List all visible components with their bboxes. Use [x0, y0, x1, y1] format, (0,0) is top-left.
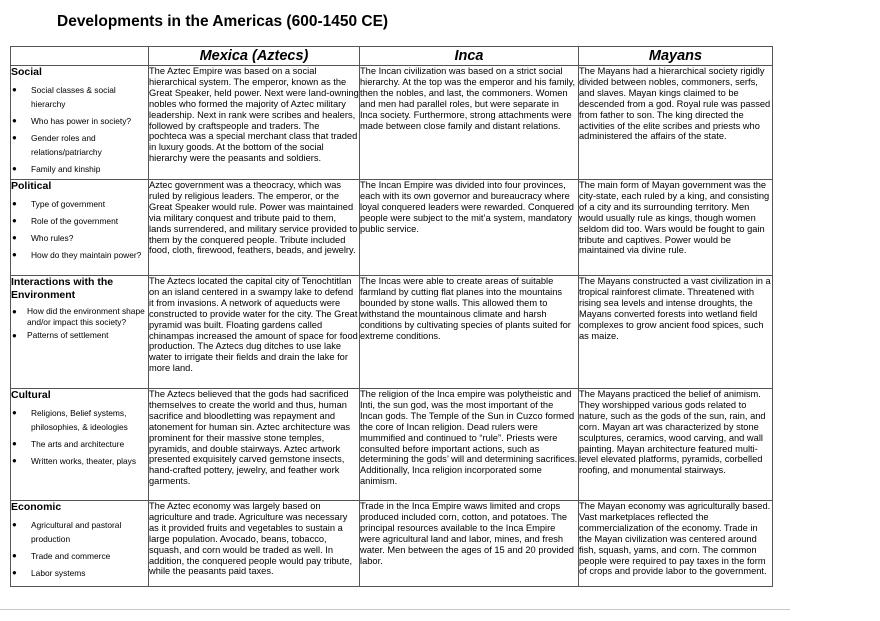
- category-bullet: ● Who rules?: [11, 231, 148, 245]
- category-bullet: ● Social classes & social hierarchy: [11, 83, 148, 111]
- cell-aztec-social: [149, 66, 360, 180]
- cell-text: The Incan Empire was divided into four provinces, each with its own governor and bureaucracy where loyal conquered leaders were rewarded. Conquered people were subject to the mit’a system, mandatory public service.: [360, 180, 574, 234]
- cell-maya-cultural: [579, 389, 773, 501]
- category-bullet: ● Gender roles and relations/patriarchy: [11, 131, 148, 159]
- cell-text: The Mayans had a hierarchical society rigidly divided between nobles, commoners, serfs, and slaves. Mayan kings claimed to be descended from a god. Royal rule was passed from father to son. The king directed the activities of the elite scribes and priests who administered the affairs of the state.: [579, 66, 771, 142]
- page-bottom-divider: [0, 609, 790, 610]
- cell-text: Aztec government was a theocracy, which was ruled by religious leaders. The emperor, or the Great Speaker would rule. Power was maintained via military conquest and tribute paid to them, lands surrendered, and military service provided to them by the conquered people. Tribute included food, cloth, firewood, feathers, beads, and jewelry.: [149, 180, 358, 256]
- cell-text: The religion of the Inca empire was polytheistic and Inti, the sun god, was the most important of the Incan gods. The Temple of the Sun in Cuzco formed the core of Incan religion. Dead rulers were mummified and continued to “rule”. Priests were consulted before important actions, such as determining the gods’ will and determining sacrifices. Additionally, Inca religion incorporated some animism.: [360, 389, 578, 487]
- cell-aztec-economic: [149, 501, 360, 587]
- cell-text: Trade in the Inca Empire waws limited and crops produced included corn, cotton, and potatoes. The principal resources available to the Inca Empire were agricultural land and labor, mines, and fresh water. Men between the ages of 15 and 20 provided labor.: [360, 501, 574, 566]
- cell-text: The Aztec Empire was based on a social hierarchical system. The emperor, known as the Great Speaker, held power. Next were land-owning nobles who formed the majority of Aztec military leadership. Next in rank were scribes and healers, followed by craftspeople and traders. The pochteca was a special merchant class that traded in luxury goods. At the bottom of the social hierarchy were the peasants and soldiers.: [149, 66, 359, 164]
- category-bullet: ● Trade and commerce: [11, 549, 148, 563]
- cell-text: The main form of Mayan government was the city-state, each ruled by a king, and consisting of a city and its surrounding territory. Men would usually rule as kings, though women seldom did too. Wars would be fought to gain tribute and captives. Power would be maintained via divine rule.: [579, 180, 770, 256]
- row-social: [11, 66, 773, 180]
- comparison-table: [10, 46, 773, 587]
- category-title: Social: [11, 66, 42, 78]
- cell-inca-cultural: [360, 389, 579, 501]
- category-bullet: ● Patterns of settlement: [11, 330, 148, 341]
- category-bullet: ● Who has power in society?: [11, 114, 148, 128]
- category-cell-political: [11, 180, 149, 276]
- row-economic: [11, 501, 773, 587]
- category-cell-environment: [11, 276, 149, 389]
- cell-inca-political: [360, 180, 579, 276]
- page-title: Developments in the Americas (600-1450 CE): [57, 13, 389, 30]
- category-bullet: ● Role of the government: [11, 214, 148, 228]
- category-title: Economic: [11, 501, 62, 513]
- cell-aztec-political: [149, 180, 360, 276]
- category-bullet: ● Type of government: [11, 197, 148, 211]
- cell-text: The Incas were able to create areas of suitable farmland by cutting flat planes into the mountains bounded by stone walls. This allowed them to withstand the mountainous climate and harsh conditions by cultivating species of plants suited for extreme conditions.: [360, 276, 571, 341]
- cell-maya-environment: [579, 276, 773, 389]
- cell-inca-economic: [360, 501, 579, 587]
- category-bullet: ● Family and kinship: [11, 162, 148, 176]
- category-title: Cultural: [11, 389, 51, 401]
- cell-maya-economic: [579, 501, 773, 587]
- category-bullet: ● How do they maintain power?: [11, 248, 148, 262]
- cell-text: The Aztecs located the capital city of Tenochtitlan on an island centered in a swampy lake to defend it from invasions. A network of aqueducts were constructed to provide water for the city. The Great pyramid was built. Floating gardens called chinampas increased the amount of space for food production. The Aztecs dug ditches to use lake water to irrigate their fields and drain the lake for more land.: [149, 276, 358, 374]
- category-cell-economic: [11, 501, 149, 587]
- category-title: Interactions with the Environment: [11, 276, 114, 301]
- category-bullet: ● Agricultural and pastoral production: [11, 518, 148, 546]
- cell-aztec-environment: [149, 276, 360, 389]
- cell-text: The Aztecs believed that the gods had sacrificed themselves to create the world and thus, human sacrifice and bloodletting was repayment and atonement for human sin. Aztec architecture was prominent for their massive stone temples, pyramids, and double stairways. Aztec artwork presented exquisitely carved gemstone insects, hand-crafted pottery, jewelry, and feather work garments.: [149, 389, 351, 487]
- row-environment: [11, 276, 773, 389]
- header-aztecs: Mexica (Aztecs): [149, 47, 360, 66]
- category-bullet: ● Written works, theater, plays: [11, 454, 148, 468]
- cell-text: The Mayans practiced the belief of animism. They worshipped various gods related to nature, such as the gods of the sun, rain, and corn. Mayan art was characterized by stone sculptures, ceramics, wood carving, and wall painting. Mayan architecture featured multi-level elevated platforms, pyramids, corbelled roofing, and monumental stairways.: [579, 389, 766, 476]
- header-inca: Inca: [360, 47, 579, 66]
- category-bullet: ● The arts and architecture: [11, 437, 148, 451]
- cell-text: The Mayan economy was agriculturally based. Vast marketplaces reflected the commercialization of the economy. Trade in the Mayan civilization was centered around fish, squash, yams, and corn. The common people were required to pay taxes in the form of crops and provide labor to the government.: [579, 501, 771, 577]
- category-bullet: ● How did the environment shape and/or impact this society?: [11, 306, 148, 328]
- cell-maya-social: [579, 66, 773, 180]
- header-mayans: Mayans: [579, 47, 773, 66]
- cell-maya-political: [579, 180, 773, 276]
- header-empty: [11, 47, 149, 66]
- cell-text: The Incan civilization was based on a strict social hierarchy. At the top was the emperor and his family, then the nobles, and last, the commoners. Women and men had parallel roles, but were separate in Inca society. Furthermore, strong attachments were made between close family and distant relations.: [360, 66, 576, 131]
- cell-inca-environment: [360, 276, 579, 389]
- cell-aztec-cultural: [149, 389, 360, 501]
- cell-inca-social: [360, 66, 579, 180]
- category-title: Political: [11, 180, 52, 192]
- header-row: [11, 47, 773, 66]
- cell-text: The Aztec economy was largely based on agriculture and trade. Agriculture was necessary as it provided fruits and vegetables to sustain a large population. Avocado, beans, tobacco, squash, and corn would be traded as well. In addition, the conquered people would pay tribute, while the peasants paid taxes.: [149, 501, 353, 577]
- category-cell-social: [11, 66, 149, 180]
- cell-text: The Mayans constructed a vast civilization in a tropical rainforest climate. Threatened with rising sea levels and intense droughts, the Mayans converted forests into wetland field complexes to grow ancient food spices, such as maize.: [579, 276, 771, 341]
- row-political: [11, 180, 773, 276]
- category-bullet: ● Religions, Belief systems, philosophies, & ideologies: [11, 406, 148, 434]
- category-bullet: ● Labor systems: [11, 566, 148, 580]
- row-cultural: [11, 389, 773, 501]
- category-cell-cultural: [11, 389, 149, 501]
